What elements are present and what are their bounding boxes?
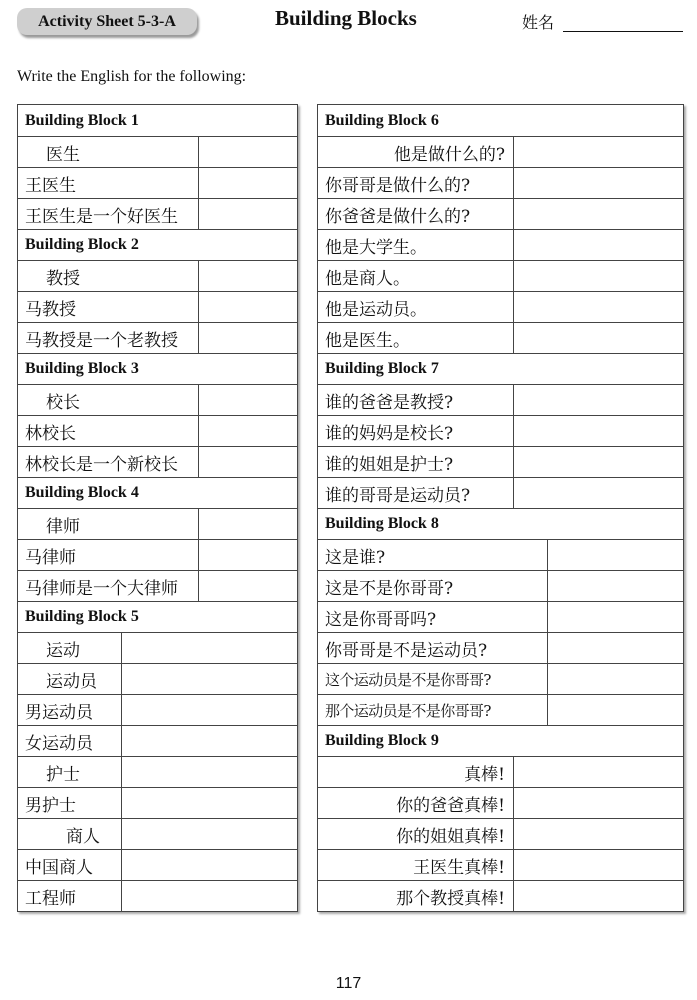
answer-cell[interactable] [514, 230, 683, 260]
table-row [18, 322, 297, 353]
table-row [318, 539, 683, 570]
chinese-phrase: 运动员 [18, 664, 122, 694]
answer-cell[interactable] [199, 137, 297, 167]
chinese-phrase: 商人 [18, 819, 122, 849]
table-row [318, 849, 683, 880]
table-row [18, 570, 297, 601]
table-row [318, 291, 683, 322]
table-row [318, 663, 683, 694]
chinese-phrase: 真棒! [318, 757, 514, 787]
chinese-phrase: 谁的妈妈是校长? [318, 416, 514, 446]
table-row [318, 756, 683, 787]
table-row [318, 787, 683, 818]
answer-cell[interactable] [514, 168, 683, 198]
chinese-phrase: 谁的姐姐是护士? [318, 447, 514, 477]
chinese-phrase: 他是商人。 [318, 261, 514, 291]
chinese-phrase: 教授 [18, 261, 199, 291]
answer-cell[interactable] [122, 757, 297, 787]
answer-cell[interactable] [199, 168, 297, 198]
answer-cell[interactable] [548, 602, 683, 632]
table-row [318, 322, 683, 353]
answer-cell[interactable] [548, 571, 683, 601]
block-title: Building Block 1 [25, 111, 139, 129]
table-row [318, 818, 683, 849]
answer-cell[interactable] [514, 850, 683, 880]
chinese-phrase: 你的爸爸真棒! [318, 788, 514, 818]
chinese-phrase: 医生 [18, 137, 199, 167]
answer-cell[interactable] [122, 664, 297, 694]
chinese-phrase: 女运动员 [18, 726, 122, 756]
chinese-phrase: 谁的爸爸是教授? [318, 385, 514, 415]
right-column [317, 104, 684, 912]
table-row [18, 880, 297, 911]
answer-cell[interactable] [548, 695, 683, 725]
chinese-phrase: 王医生 [18, 168, 199, 198]
chinese-phrase: 那个教授真棒! [318, 881, 514, 911]
chinese-phrase: 林校长是一个新校长 [18, 447, 199, 477]
answer-cell[interactable] [514, 788, 683, 818]
table-row [318, 880, 683, 911]
answer-cell[interactable] [199, 447, 297, 477]
table-row [18, 384, 297, 415]
table-row [318, 601, 683, 632]
chinese-phrase: 他是做什么的? [318, 137, 514, 167]
table-row [18, 756, 297, 787]
page-number: 117 [335, 975, 362, 992]
answer-cell[interactable] [514, 199, 683, 229]
chinese-phrase: 这是不是你哥哥? [318, 571, 548, 601]
instructions: Write the English for the following: [17, 68, 247, 85]
chinese-phrase: 马教授 [18, 292, 199, 322]
table-row [318, 136, 683, 167]
answer-cell[interactable] [514, 385, 683, 415]
table-row [18, 136, 297, 167]
chinese-phrase: 运动 [18, 633, 122, 663]
answer-cell[interactable] [514, 757, 683, 787]
answer-cell[interactable] [199, 540, 297, 570]
chinese-phrase: 你的姐姐真棒! [318, 819, 514, 849]
table-row [18, 446, 297, 477]
table-row [318, 415, 683, 446]
answer-cell[interactable] [514, 478, 683, 508]
table-row [18, 849, 297, 880]
table-row [18, 415, 297, 446]
chinese-phrase: 男护士 [18, 788, 122, 818]
chinese-phrase: 林校长 [18, 416, 199, 446]
answer-cell[interactable] [199, 323, 297, 353]
answer-cell[interactable] [122, 850, 297, 880]
answer-cell[interactable] [514, 261, 683, 291]
chinese-phrase: 工程师 [18, 881, 122, 911]
table-row [318, 198, 683, 229]
answer-cell[interactable] [122, 695, 297, 725]
answer-cell[interactable] [122, 633, 297, 663]
chinese-phrase: 马律师是一个大律师 [18, 571, 199, 601]
block-title: Building Block 8 [318, 508, 683, 539]
block-title: Building Block 5 [18, 601, 297, 632]
chinese-phrase: 这个运动员是不是你哥哥? [318, 664, 548, 694]
answer-cell[interactable] [199, 199, 297, 229]
chinese-phrase: 他是运动员。 [318, 292, 514, 322]
table-row [318, 384, 683, 415]
table-row [318, 446, 683, 477]
table-row [318, 167, 683, 198]
answer-cell[interactable] [199, 571, 297, 601]
table-row [18, 167, 297, 198]
chinese-phrase: 你哥哥是做什么的? [318, 168, 514, 198]
answer-cell[interactable] [514, 323, 683, 353]
chinese-phrase: 校长 [18, 385, 199, 415]
table-row [318, 260, 683, 291]
answer-cell[interactable] [122, 726, 297, 756]
answer-cell[interactable] [548, 540, 683, 570]
table-row [18, 725, 297, 756]
answer-cell[interactable] [514, 416, 683, 446]
answer-cell[interactable] [548, 664, 683, 694]
name-input-line[interactable] [563, 31, 683, 32]
answer-cell[interactable] [122, 881, 297, 911]
table-row [318, 570, 683, 601]
chinese-phrase: 这是谁? [318, 540, 548, 570]
table-row [18, 663, 297, 694]
chinese-phrase: 那个运动员是不是你哥哥? [318, 695, 548, 725]
answer-cell[interactable] [514, 292, 683, 322]
table-row [318, 694, 683, 725]
chinese-phrase: 王医生是一个好医生 [18, 199, 199, 229]
answer-cell[interactable] [199, 509, 297, 539]
chinese-phrase: 你爸爸是做什么的? [318, 199, 514, 229]
table-row [18, 291, 297, 322]
chinese-phrase: 马教授是一个老教授 [18, 323, 199, 353]
table-row [18, 508, 297, 539]
block-title: Building Block 6 [325, 111, 439, 129]
chinese-phrase: 谁的哥哥是运动员? [318, 478, 514, 508]
table-row [318, 632, 683, 663]
answer-cell[interactable] [514, 881, 683, 911]
block-title: Building Block 3 [18, 353, 297, 384]
chinese-phrase: 这是你哥哥吗? [318, 602, 548, 632]
activity-sheet-label: Activity Sheet 5-3-A [17, 8, 197, 35]
table-row [18, 260, 297, 291]
answer-cell[interactable] [122, 788, 297, 818]
block-title: Building Block 7 [318, 353, 683, 384]
chinese-phrase: 他是医生。 [318, 323, 514, 353]
chinese-phrase: 护士 [18, 757, 122, 787]
chinese-phrase: 中国商人 [18, 850, 122, 880]
block-title: Building Block 4 [18, 477, 297, 508]
name-label: 姓名 [522, 13, 555, 32]
chinese-phrase: 马律师 [18, 540, 199, 570]
answer-cell[interactable] [514, 819, 683, 849]
answer-cell[interactable] [514, 137, 683, 167]
table-row [318, 229, 683, 260]
block-title: Building Block 9 [318, 725, 683, 756]
page-title: Building Blocks [275, 6, 417, 30]
table-row [318, 477, 683, 508]
chinese-phrase: 王医生真棒! [318, 850, 514, 880]
block-title: Building Block 2 [18, 229, 297, 260]
table-row [18, 198, 297, 229]
answer-cell[interactable] [199, 292, 297, 322]
table-row [18, 787, 297, 818]
chinese-phrase: 你哥哥是不是运动员? [318, 633, 548, 663]
answer-cell[interactable] [199, 385, 297, 415]
chinese-phrase: 男运动员 [18, 695, 122, 725]
left-column [17, 104, 298, 912]
chinese-phrase: 律师 [18, 509, 199, 539]
answer-cell[interactable] [548, 633, 683, 663]
table-row [18, 539, 297, 570]
table-row [18, 632, 297, 663]
answer-cell[interactable] [199, 261, 297, 291]
chinese-phrase: 他是大学生。 [318, 230, 514, 260]
table-row [18, 694, 297, 725]
table-row [18, 818, 297, 849]
answer-cell[interactable] [199, 416, 297, 446]
answer-cell[interactable] [514, 447, 683, 477]
answer-cell[interactable] [122, 819, 297, 849]
